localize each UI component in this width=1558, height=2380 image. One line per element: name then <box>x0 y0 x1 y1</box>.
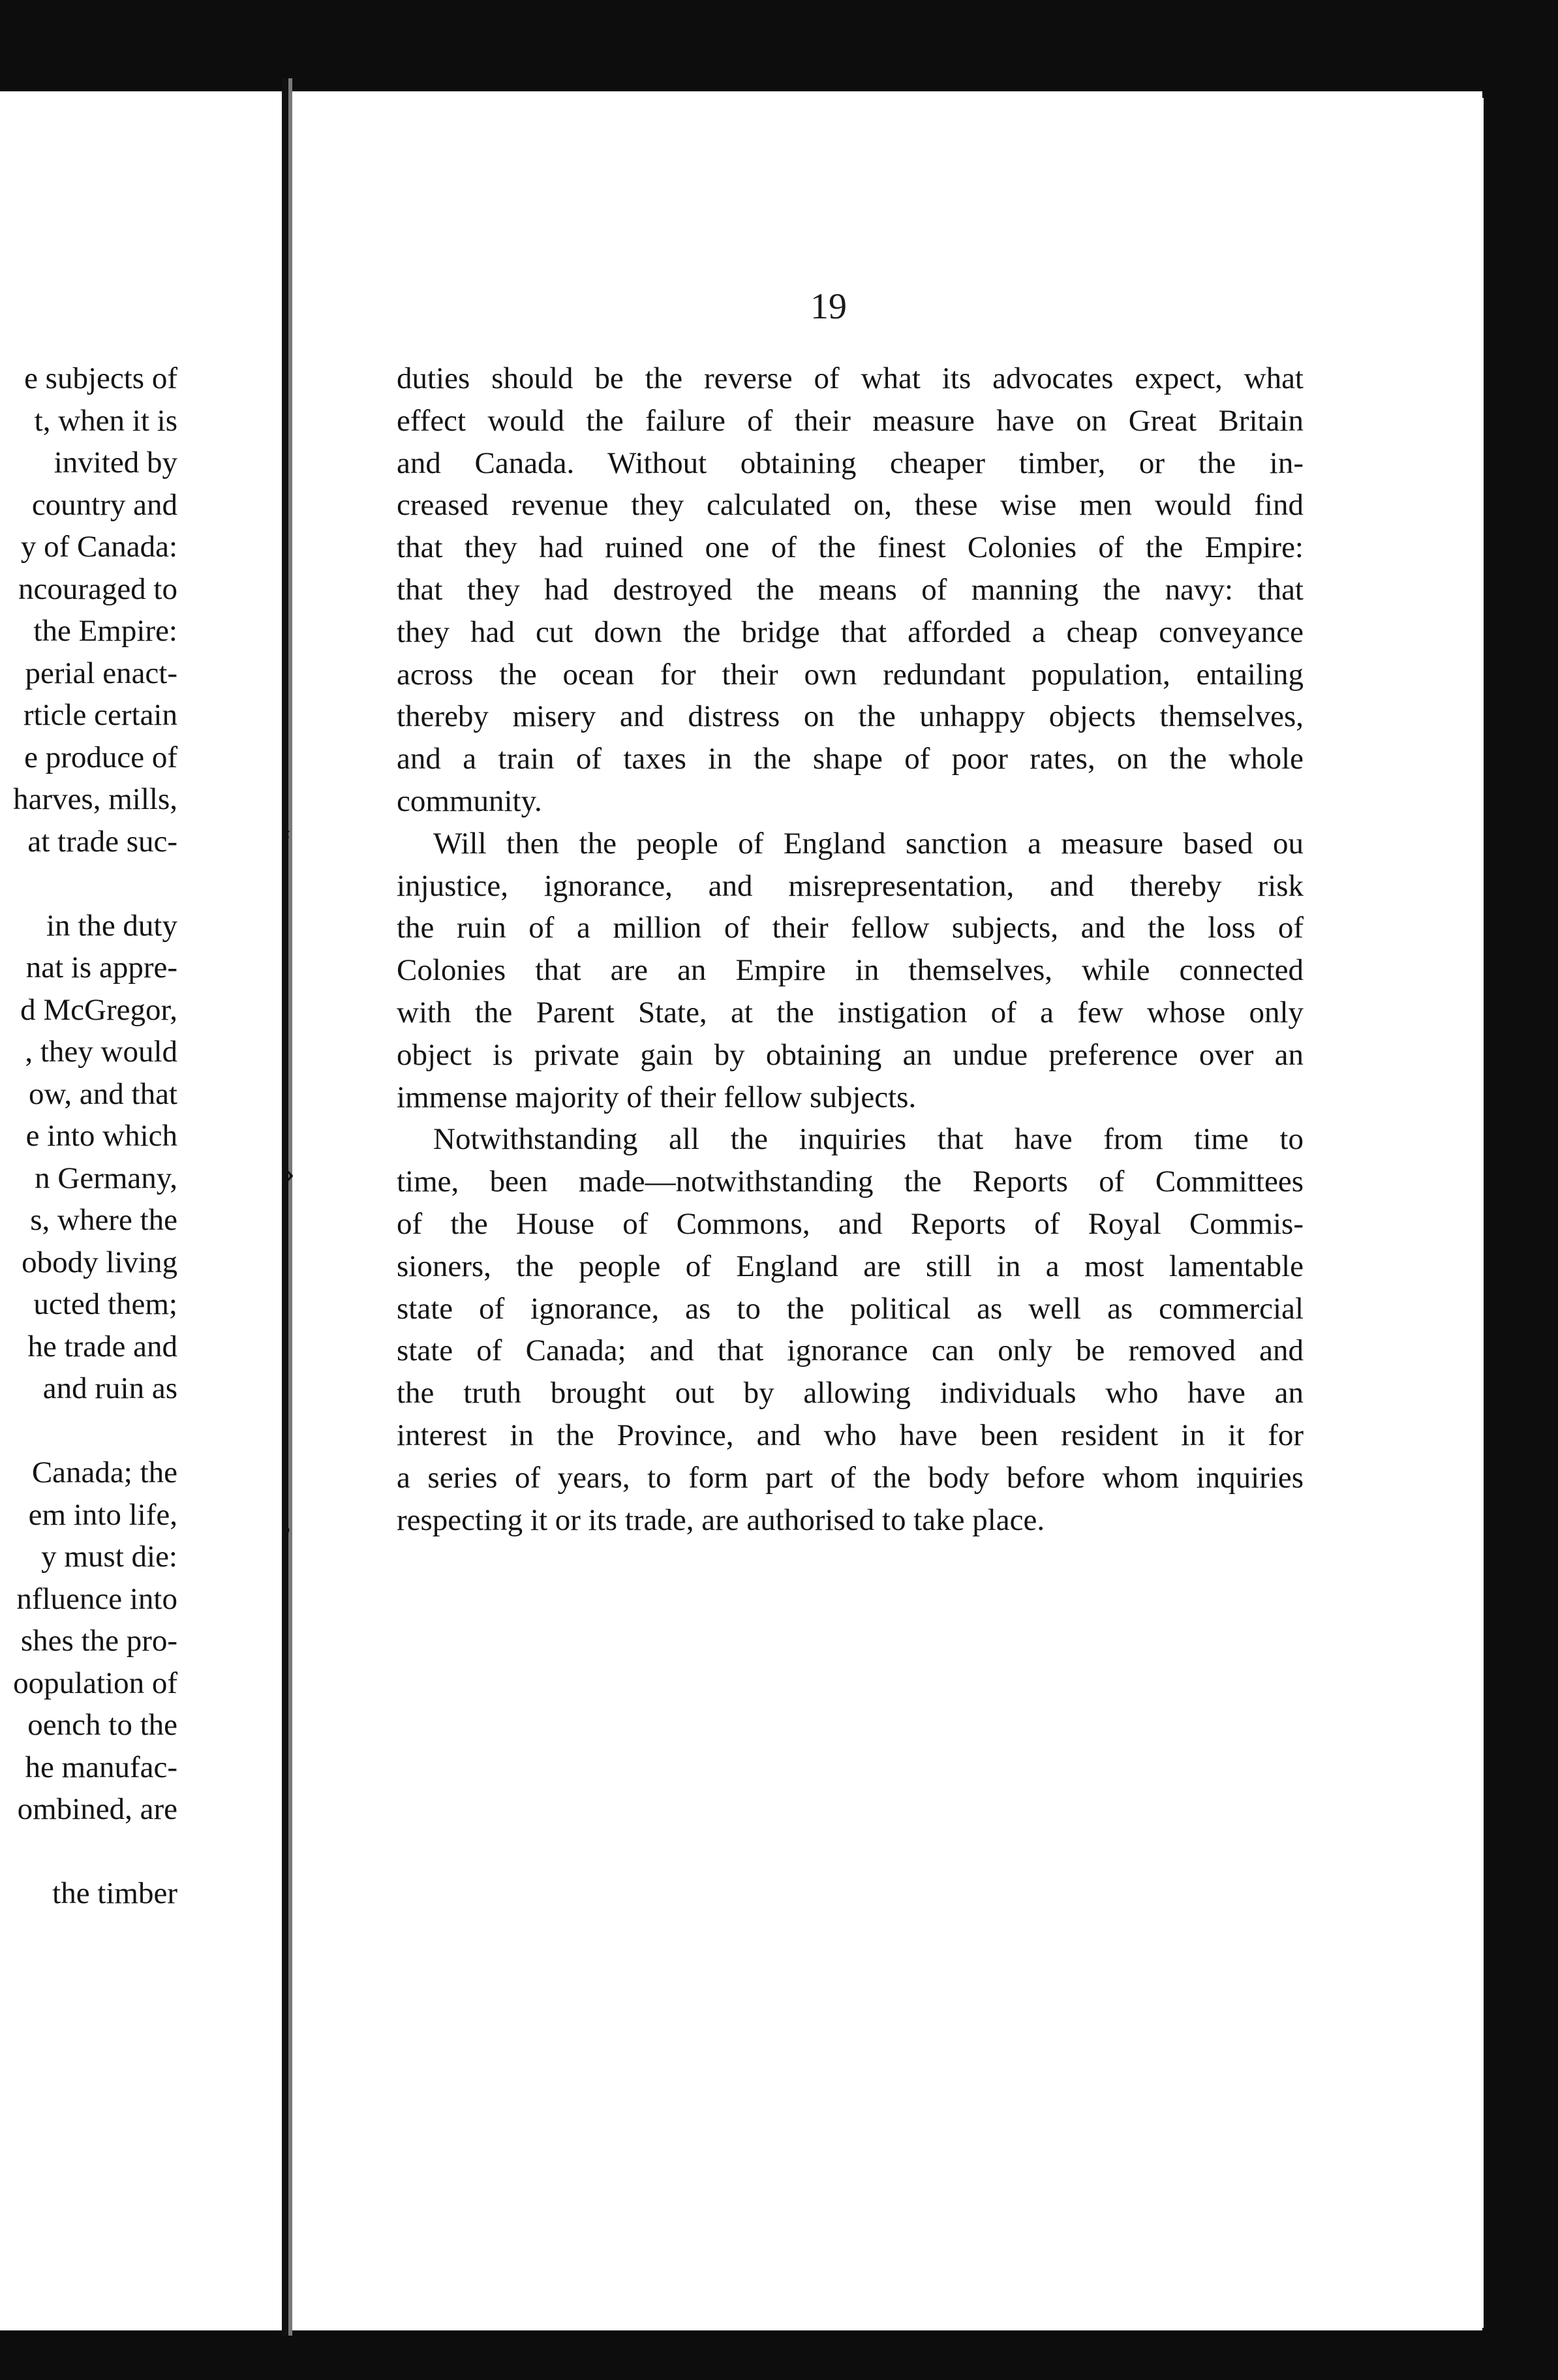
previous-page-line: y must die: <box>41 1540 177 1574</box>
previous-page-line: perial enact- <box>25 656 177 690</box>
previous-page-line: d McGregor, <box>20 992 177 1027</box>
binding-mark-3: ʼ <box>282 1521 292 1555</box>
book-gutter <box>282 78 288 2336</box>
text-line: state of Canada; and that ignorance can only be removed and <box>397 1334 1304 1368</box>
previous-page-line: y of Canada: <box>20 530 177 564</box>
line-gap <box>0 862 177 905</box>
scan-border-right <box>1482 0 1558 2380</box>
previous-page-line: ow, and that <box>29 1076 177 1111</box>
text-line: Notwithstanding all the inquiries that have from time to <box>433 1122 1304 1157</box>
previous-page-line: oench to the <box>27 1708 177 1742</box>
previous-page-line: at trade suc- <box>27 824 177 859</box>
previous-page-line: invited by <box>53 446 177 480</box>
previous-page-line: em into life, <box>28 1497 177 1532</box>
previous-page-line: nat is appre- <box>25 951 177 984</box>
previous-page-line: n Germany, <box>35 1161 177 1195</box>
previous-page-fragment <box>0 91 282 2330</box>
previous-page-line: in the duty <box>46 908 177 943</box>
previous-page-line: oopulation of <box>13 1666 177 1700</box>
previous-page-line: obody living <box>22 1245 177 1279</box>
text-line: time, been made—notwithstanding the Reports of Committees <box>397 1165 1304 1199</box>
scan-border-bottom <box>0 2330 1558 2380</box>
paragraph <box>397 823 1304 1119</box>
previous-page-line: he trade and <box>27 1329 177 1364</box>
page-number: 19 <box>810 286 847 327</box>
text-line: injustice, ignorance, and misrepresentation, and thereby risk <box>397 868 1304 903</box>
text-line: object is private gain by obtaining an undue preference over an <box>397 1037 1304 1072</box>
page-body <box>397 358 1304 1541</box>
previous-page-line: e into which <box>25 1119 177 1153</box>
previous-page-line: ombined, are <box>17 1792 177 1826</box>
previous-page-line: harves, mills, <box>13 782 177 816</box>
text-line: duties should be the reverse of what its advocates expect, what <box>397 361 1304 395</box>
previous-page-line: ucted them; <box>33 1287 177 1321</box>
text-line: respecting it or its trade, are authorised to take place. <box>397 1503 1045 1537</box>
previous-page-line: nfluence into <box>16 1581 177 1616</box>
scan-border-top <box>0 0 1558 91</box>
previous-page-line: and ruin as <box>42 1371 177 1405</box>
text-line: and a train of taxes in the shape of poor rates, on the whole <box>397 742 1304 776</box>
text-line: across the ocean for their own redundant population, entailing <box>397 657 1304 692</box>
text-line: effect would the failure of their measure have on Great Britain <box>397 403 1304 438</box>
binding-mark-1: ʻ <box>282 824 292 859</box>
previous-page-line: t, when it is <box>34 403 177 438</box>
text-line: thereby misery and distress on the unhappy objects themselves, <box>397 699 1304 734</box>
text-line: that they had ruined one of the finest Colonies of the Empire: <box>397 530 1304 565</box>
text-line: state of ignorance, as to the political as well as commercial <box>397 1291 1304 1326</box>
previous-page-line: s, where the <box>30 1203 177 1237</box>
previous-page-line: he manufac- <box>25 1750 177 1784</box>
text-line: sioners, the people of England are still in a most lamentable <box>397 1249 1304 1283</box>
text-line: the ruin of a million of their fellow subjects, and the loss of <box>397 911 1304 945</box>
previous-page-text <box>0 358 177 1915</box>
text-line: they had cut down the bridge that afforded a cheap conveyance <box>397 615 1304 649</box>
text-line: and Canada. Without obtaining cheaper timber, or the in- <box>397 446 1304 480</box>
paragraph <box>397 1118 1304 1541</box>
binding-mark-2: › <box>284 1155 295 1190</box>
text-line: Colonies that are an Empire in themselves, while connected <box>397 953 1304 988</box>
text-line: community. <box>397 784 542 818</box>
line-gap <box>0 1831 177 1873</box>
text-line: with the Parent State, at the instigation of a few whose only <box>397 995 1304 1030</box>
text-line: of the House of Commons, and Reports of Royal Commis- <box>397 1206 1304 1241</box>
paragraph <box>397 358 1304 823</box>
previous-page-line: country and <box>31 487 177 522</box>
previous-page-line: e produce of <box>24 740 177 774</box>
text-line: immense majority of their fellow subjects. <box>397 1080 917 1114</box>
text-line: the truth brought out by allowing individuals who have an <box>397 1376 1304 1411</box>
text-line: Will then the people of England sanction a measure based ou <box>433 826 1304 861</box>
text-line: a series of years, to form part of the body before whom inquiries <box>397 1460 1304 1495</box>
previous-page-line: e subjects of <box>24 361 177 395</box>
line-gap <box>0 1410 177 1452</box>
previous-page-line: shes the pro- <box>20 1624 177 1658</box>
text-line: that they had destroyed the means of manning the navy: that <box>397 572 1304 607</box>
previous-page-line: the timber <box>52 1876 177 1910</box>
previous-page-line: the Empire: <box>33 614 177 648</box>
previous-page-line: ncouraged to <box>18 572 177 606</box>
text-line: interest in the Province, and who have been resident in it for <box>397 1418 1304 1452</box>
previous-page-line: , they would <box>25 1035 177 1069</box>
previous-page-line: rticle certain <box>23 698 177 732</box>
text-line: creased revenue they calculated on, these wise men would find <box>397 488 1304 523</box>
previous-page-line: Canada; the <box>31 1456 177 1489</box>
